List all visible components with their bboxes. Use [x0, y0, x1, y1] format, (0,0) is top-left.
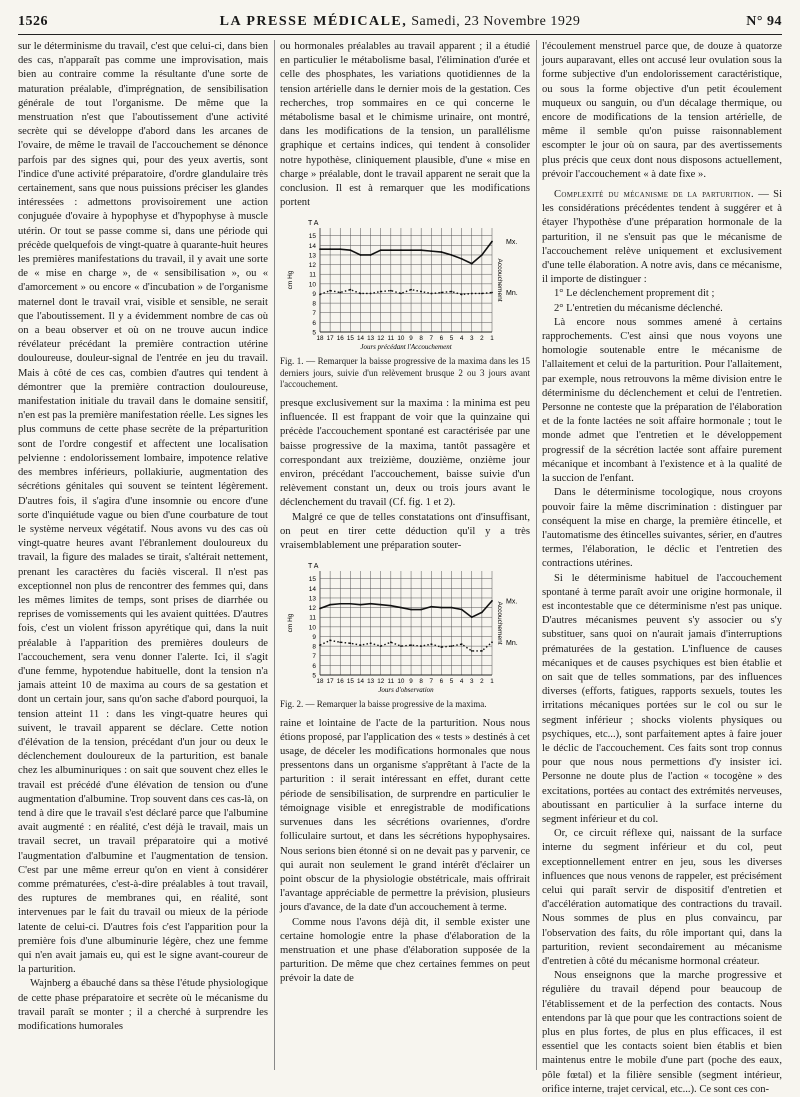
distinction-list: [542, 287, 782, 315]
fig1-point-maxima: [441, 252, 443, 254]
fig2-x-tick-label: 17: [326, 678, 334, 686]
fig1-point-maxima: [370, 255, 372, 257]
fig2-point-maxima: [339, 603, 341, 605]
fig2-point-minima: [329, 640, 331, 642]
paragraph: Wajnberg a ébauché dans sa thèse l'étude physiologique de cette phase préparatoire et secrète où le mécanisme du travail paraît se monter ; il a cherché à surprendre les modifications humorales: [18, 978, 268, 1033]
column-rule-2: [536, 40, 537, 1070]
fig2-y-tick-label: 13: [308, 595, 316, 603]
fig2-y-tick-label: 5: [312, 672, 316, 680]
paragraph: l'écoulement menstruel parce que, de douze à quatorze jours auparavant, elles ont accusé leur ovulation sous la forme subjective d'un endolorissement caractéristique, ou sous la forme objective d'un petit écoulement muqueux ou sanguin, ou d'un décalage thermique, ou encore de modifications de la tension artérielle, de même il semble qu'on puisse raisonnablement escompter le jour où on saura, par des avertissements plus précis que ceux dont nous disposons actuellement, prévoir l'accouchement « à date fixe ».: [542, 41, 782, 180]
fig1-point-maxima: [491, 241, 493, 243]
figure-1-caption: Fig. 1. — Remarquer la baisse progressive de la maxima dans les 15 derniers jours, suivie d'un relèvement brusque 2 ou 3 jours avant l'accouchement.: [280, 356, 530, 390]
fig2-point-maxima: [491, 600, 493, 602]
fig2-point-minima: [420, 645, 422, 647]
fig1-point-minima: [390, 290, 392, 292]
fig2-x-axis-label: Jours d'observation: [378, 686, 434, 695]
fig2-point-minima: [380, 645, 382, 647]
fig2-x-tick-label: 8: [419, 678, 423, 686]
fig1-point-maxima: [451, 255, 453, 257]
paragraph: Nous enseignons que la marche progressive et régulière du travail dépend pour beaucoup de l'établissement et de la perfection des contacts. Nous entendons par là que pour que les contractions soient de plus en plus fortes, de plus en plus efficaces, il est essentiel que les contacts soient bien établis et bien maintenus entre le mobile d'une part (poche des eaux, pôle fœtal) et la filière sensible (segment intérieur, orifice interne, trajet cervical, etc...). Ce sont ces con-: [542, 970, 782, 1095]
fig2-point-minima: [451, 645, 453, 647]
fig2-y-tick-label: 11: [309, 614, 316, 622]
fig1-x-tick-label: 8: [419, 335, 423, 343]
paragraph: ou hormonales préalables au travail apparent ; il a étudié en particulier le métabolisme basal, l'élimination d'urée et celle des phosphates, les variations quotidiennes de la tension artérielle dans le dernier mois de la gestation. Ces recherches, trop sommaires en ce qui concerne le métabolisme basal et le chimisme urinaire, ont montré, dans les modifications de la tension, un parallélisme graphique et certains indices, qui tendent à consolider notre hypothèse, cliniquement plausible, d'une « mise en charge » préalable, dont le travail apparent ne serait que la conclusion. Il est à remarquer que les modifications portent: [280, 41, 530, 209]
fig2-x-tick-label: 15: [346, 678, 354, 686]
fig2-x-tick-label: 9: [409, 678, 413, 686]
fig2-point-maxima: [461, 609, 463, 611]
fig1-y-top-label: T A: [308, 220, 319, 228]
fig1-point-maxima: [461, 258, 463, 260]
fig2-y-tick-label: 7: [312, 653, 316, 661]
fig2-point-minima: [430, 643, 432, 645]
fig2-point-maxima: [410, 609, 412, 611]
fig1-y-tick-label: 9: [312, 291, 316, 299]
fig2-point-maxima: [441, 607, 443, 609]
fig1-point-maxima: [349, 250, 351, 252]
figure-2-caption: Fig. 2. — Remarquer la baisse progressive de la maxima.: [280, 699, 487, 710]
fig2-point-minima: [441, 646, 443, 648]
fig1-point-minima: [329, 290, 331, 292]
issue-date: Samedi, 23 Novembre 1929: [411, 14, 581, 29]
section-block: [542, 188, 782, 287]
fig2-series-maxima-line: [320, 601, 492, 617]
fig2-y-tick-label: 14: [308, 586, 316, 594]
fig2-point-minima: [491, 642, 493, 644]
fig1-x-tick-label: 13: [367, 335, 375, 343]
paragraph: Si le déterminisme habituel de l'accouchement spontané à terme paraît avoir une origine hormonale, il est incontestable que ce déterminisme n'est pas unique. D'autres mécanismes peuvent s'y associer ou s'y substituer, sans quoi on n'aurait jamais d'interruptions prématurées de la gestation. L'influence de causes mécaniques et de causes psychiques est bien établie et on sait que de telles sommations, par des influences diverses (efforts, fatigues, rapports sexuels, toutes les irritations mécaniques portées sur le col ou sur le segment inférieur ; shocks violents physiques ou psychiques, etc...), sont parfaitement aptes à faire jouer le déclic de l'accouchement. Ces faits sont trop connus pour que nous nous permettions d'y insister ici. Personne ne doute plus de l'action « tocogène » des excitations, portées au contact des extrémités nerveuses, aboutissant en particulier à la surface interne du segment inférieur et du col.: [542, 572, 782, 825]
fig1-point-minima: [360, 293, 362, 295]
fig2-point-minima: [471, 650, 473, 652]
fig1-point-minima: [339, 292, 341, 294]
fig1-point-minima: [349, 289, 351, 291]
fig1-x-tick-label: 4: [459, 335, 464, 343]
fig1-y-tick-label: 14: [308, 243, 316, 251]
fig2-y-tick-label: 15: [308, 576, 316, 584]
figure-1-chart: [280, 214, 530, 354]
fig1-point-maxima: [360, 255, 362, 257]
fig2-point-maxima: [451, 607, 453, 609]
fig2-x-tick-label: 10: [397, 678, 405, 686]
fig2-point-maxima: [380, 604, 382, 606]
fig1-series-maxima-line: [320, 242, 492, 264]
fig2-y-tick-label: 9: [312, 634, 316, 642]
fig1-y-tick-label: 13: [308, 252, 316, 260]
column-left: [18, 40, 268, 1076]
list-item: 2° L'entretien du mécanisme déclenché.: [554, 302, 723, 314]
paragraph: Là encore nous sommes amené à certains rapprochements. C'est ainsi que nous voyons une homologie soutenable entre le mécanisme de l'allaitement et celui de la parturition. Pour l'allaitement, par exemple, nous retrouvons la même division entre le déterminisme du déclenchement et celui de l'entretien. Personne ne conteste que la préparation de l'élaboration et de la fonte lactées ne soit affaire hormonale ; tout le monde admet que l'entretien et le développement progressif de la sécrétion lactée sont affaire purement mécanique et incombant à l'existence et à la qualité de la succion de l'enfant.: [542, 316, 782, 485]
fig2-point-minima: [370, 642, 372, 644]
fig1-point-maxima: [390, 250, 392, 252]
fig1-x-tick-label: 15: [346, 335, 354, 343]
fig2-x-tick-label: 11: [387, 678, 395, 686]
fig2-point-maxima: [481, 612, 483, 614]
fig1-point-minima: [400, 293, 402, 295]
fig1-legend-mx: Mx.: [506, 239, 518, 247]
journal-name: LA PRESSE MÉDICALE,: [219, 14, 408, 29]
fig1-point-minima: [491, 292, 493, 294]
fig2-point-minima: [339, 642, 341, 644]
fig2-point-minima: [360, 644, 362, 646]
fig1-x-tick-label: 2: [480, 335, 484, 343]
fig2-point-maxima: [319, 608, 321, 610]
fig1-point-maxima: [481, 255, 483, 257]
fig1-y-axis-label: cm Hg: [287, 271, 294, 290]
column-rule-1: [274, 40, 275, 1070]
fig1-x-tick-label: 6: [439, 335, 444, 343]
fig2-point-minima: [400, 645, 402, 647]
fig2-legend-mx: Mx.: [506, 598, 518, 606]
fig1-x-tick-label: 7: [429, 335, 434, 343]
fig1-point-minima: [461, 294, 463, 296]
fig2-y-axis-label: cm Hg: [287, 613, 294, 633]
fig1-x-tick-label: 12: [377, 335, 385, 343]
fig2-point-maxima: [360, 604, 362, 606]
fig2-point-maxima: [400, 607, 402, 609]
fig1-point-minima: [420, 291, 422, 293]
fig2-x-tick-label: 3: [470, 678, 474, 686]
fig2-point-maxima: [430, 606, 432, 608]
fig1-point-minima: [410, 289, 412, 291]
fig2-point-maxima: [349, 603, 351, 605]
fig2-y-top-label: T A: [308, 563, 319, 571]
running-header: [18, 14, 782, 35]
figure-1: [280, 214, 530, 391]
paragraph: Malgré ce que de telles constatations ont d'insuffisant, on peut en tirer cette déduction qu'il y a très vraisemblablement une préparation souter-: [280, 511, 530, 551]
fig2-point-minima: [319, 644, 321, 646]
column-middle: [280, 40, 530, 1076]
fig2-x-tick-label: 12: [377, 678, 385, 686]
fig1-point-minima: [471, 293, 473, 295]
fig1-point-maxima: [380, 250, 382, 252]
fig1-x-axis-label: Jours précédant l'Accouchement: [360, 343, 452, 352]
fig2-point-maxima: [471, 616, 473, 618]
fig1-x-tick-label: 11: [387, 335, 395, 343]
fig1-x-tick-label: 18: [316, 335, 324, 343]
fig2-x-tick-label: 18: [316, 678, 324, 686]
fig1-x-tick-label: 3: [470, 335, 474, 343]
fig2-x-tick-label: 4: [459, 678, 464, 686]
section-text: — Si les considérations précédentes tendent à suggérer et à étayer l'hypothèse d'une préparation hormonale de la parturition, il ne s'ensuit pas que le mécanisme de l'accouchement relève uniquement et exclusivement d'une telle élaboration. A notre avis, dans ce mécanisme, il importe de distinguer :: [542, 189, 783, 286]
fig1-y-tick-label: 11: [309, 272, 316, 280]
fig2-x-tick-label: 5: [449, 678, 454, 686]
fig1-point-maxima: [400, 250, 402, 252]
fig1-point-minima: [380, 291, 382, 293]
fig2-point-minima: [390, 642, 392, 644]
fig2-point-maxima: [329, 604, 331, 606]
fig2-y-tick-label: 12: [308, 605, 316, 613]
paragraph: sur le déterminisme du travail, c'est que celui-ci, dans bien des cas, n'apparaît pas comme une improvisation, mais bien au contraire comme la résultante d'une sorte de maturation préalable, d'imprégnation, de sensibilisation générale de tout l'organisme. De même que la menstruation n'est que l'aboutissement d'une activité secrète qui se développe d'abord dans les arcanes de l'ovaire, de même le travail de l'accouchement se dénonce parfois par des signes qui, pour des yeux avertis, sont l'indice d'une activité préparatoire, d'ordre glandulaire très certainement, sans que nous puissions préciser les glandes intéressées : admettons provisoirement une action conjuguée d'ovaire à hypophyse et d'hypophyse à muscle utérin. Or tout se passe comme si, dans une période qui précède quelquefois de vingt-quatre à quarante-huit heures les premières manifestations du travail, il y avait une sorte de « mise en charge », de « sensibilisation », ou « d'amorcement » ou encore « d'incubation » de l'organisme maternel dont le travail vrai, visible et sensible, ne serait que l'aboutissement. Il y a évidemment nombre de cas où on a beau observer et où on ne trouve aucun indice révélateur précédant la première contraction utérine douloureuse, douleur-signal de l'entrée en jeu du travail. Mais à côté de ces cas, combien d'autres qui tendent à démontrer que la première contraction douloureuse, manifestation initiale du travail dans le domaine sensitif, n'en est pas la première manifestation réelle. Les signes les plus communs de cette phase secrète de la préparturition sont de l'ordre congestif et affectent une localisation pelvienne : endolorissement lombaire, impotence relative des membres inférieurs, pollakiurie, augmentation des sécrétions génitales qui souvent se teintent légèrement. D'autres fois, il s'agira d'une insomnie ou encore d'une sorte d'inquiétude vague ou bien d'une courbature de tout le système nerveux végétatif. Nous avons vu des cas où vingt-quatre heures avant l'ébranlement douloureux du travail, la figure des malades se tirait, s'altérait nettement, prenant les caractères du faciès visceral. Il n'est pas exceptionnel non plus de rencontrer des femmes qui, dans les mêmes limites de temps, sont prises de diarrhée ou reprises de vomissements qui les avaient quittées. D'autres fois, c'est un violent frisson apyrétique qui, dans la nuit préalable à l'apparition des premières douleurs de l'accouchement, sera venu donner l'alerte. Ici, il s'agit d'une femme, hypotendue habituelle, dont la tension n'a jamais atteint 10 de maxima au cours de sa gestation et dont un certain jour, sans qu'on sache d'abord pourquoi, la tension atteint 11 : dans les vingt-quatre heures qui suivent, le travail apparent se déclare. Cette notion d'élévation de la tension, précédant d'un jour ou deux le déclenchement douloureux de la parturition, est banale chez les albuminuriques : on sait que souvent chez elles le travail est précédé d'une élévation de tension ou d'une augmentation d'albumine. Trop souvent dans ces cas-là, on tend à dire que le travail s'est déclaré parce que l'albumine avait augmenté : en réalité, c'est déjà le travail, mais un travail secret, un travail préparatoire qui a motivé l'augmentation d'albumine et l'augmentation de tension. C'est par une même erreur qu'on en vient à considérer comme prématurées, c'est-à-dire préalables à tout travail, des ruptures de membranes qui, en réalité, sont intervenues par le fait du travail ou mieux de la période latente de celui-ci. D'autres fois c'est l'apparition pour la première fois d'une albuminurie légère, chez une femme qui n'en avait jamais eu, qui est le signe avant-coureur de la parturition.: [18, 41, 268, 976]
journal-title-line: [78, 14, 722, 30]
fig1-y-tick-label: 15: [308, 233, 316, 241]
fig2-x-tick-label: 16: [336, 678, 344, 686]
section-heading: Complexité du mécanisme de la parturition.: [554, 189, 754, 201]
fig1-point-maxima: [339, 249, 341, 251]
fig1-point-minima: [370, 293, 372, 295]
fig1-point-maxima: [420, 250, 422, 252]
fig2-point-minima: [481, 650, 483, 652]
fig1-point-maxima: [410, 250, 412, 252]
fig2-x-tick-label: 2: [480, 678, 484, 686]
figure-2: [280, 557, 530, 711]
fig2-point-minima: [461, 643, 463, 645]
fig2-x-tick-label: 1: [490, 678, 494, 686]
column-right: [542, 40, 783, 1095]
fig1-point-minima: [430, 293, 432, 295]
fig1-point-maxima: [319, 249, 321, 251]
fig1-legend-mn: Mn.: [506, 290, 518, 298]
fig1-y-tick-label: 5: [312, 329, 316, 337]
paragraph: raine et lointaine de l'acte de la parturition. Nous nous étions proposé, par l'application des « tests » destinés à cet usage, de déceler les modifications hormonales que nous pressentons dans un organisme s'apprêtant à l'acte de la parturition : il serait intéressant en effet, durant cette période de sensibilisation, de surprendre en particulier le témoignage visible et enregistrable de modifications survenues dans les sécrétions ovariennes, d'ordre folliculaire surtout, et dans les sécrétions hypophysaires. Nous serions bien étonné si on ne devait pas y parvenir, ce qui aurait non seulement le grand intérêt d'éclairer un point obscur de la physiologie obstétricale, mais offrirait l'avantage appréciable de permettre la prévision, plusieurs jours d'avance, de la date d'un accouchement à terme.: [280, 717, 530, 914]
fig2-point-minima: [349, 642, 351, 644]
paragraph: Or, ce circuit réflexe qui, naissant de la surface interne du segment inférieur et du col, peut exceptionnellement entrer en jeu, sous les diverses influences que nous venons de rappeler, est précisément celui qui paraît servir de dispositif d'entretien et d'accélération automatique des contractions du travail. Nous sommes de plus en plus convaincu, par l'observation des faits, du rôle important qui, dans la parturition, revient secondairement au mécanisme d'entretien à côté du mécanisme hormonal créateur.: [542, 828, 782, 967]
paragraph: Dans le déterminisme tocologique, nous croyons pouvoir faire la même discrimination : distinguer par conséquent la mise en charge, la première étincelle, et l'automatisme des étincelles suivantes, sérier, en d'autres termes, l'élaboration, le déclic et l'entretien des contractions utérines.: [542, 487, 782, 570]
figure-2-chart: [280, 557, 530, 697]
fig1-x-tick-label: 5: [449, 335, 454, 343]
fig1-y-tick-label: 6: [312, 320, 316, 328]
paragraph: Comme nous l'avons déjà dit, il semble exister une certaine homologie entre la phase d'élaboration de la menstruation et une phase d'élaboration supposée de la parturition. De même que chez certaines femmes on peut prévoir la date de: [280, 916, 530, 985]
fig1-point-minima: [441, 292, 443, 294]
fig1-point-maxima: [471, 263, 473, 265]
issue-number: N° 94: [746, 14, 782, 29]
fig2-x-tick-label: 7: [429, 678, 434, 686]
fig2-x-tick-label: 14: [356, 678, 364, 686]
fig1-y-tick-label: 7: [312, 310, 316, 318]
fig2-point-minima: [410, 644, 412, 646]
fig1-point-minima: [481, 293, 483, 295]
fig2-accouchement-label: Accouchement: [496, 601, 503, 645]
fig1-point-maxima: [430, 251, 432, 253]
fig1-y-tick-label: 12: [308, 262, 316, 270]
fig2-x-tick-label: 13: [367, 678, 375, 686]
paragraph: presque exclusivement sur la maxima : la minima est peu influencée. Il est frappant de voir que la quinzaine qui précède l'accouchement spontané est caractérisée par une baisse progressive de la maxima, tantôt passagère et correspondant aux treizième, douzième, onzième jour environ, précédant l'accouchement, baisse suivie d'un relèvement constant un, deux ou trois jours avant le déclenchement du travail (Cf. fig. 1 et 2).: [280, 397, 530, 509]
fig1-accouchement-label: Accouchement: [496, 258, 503, 302]
fig1-point-maxima: [329, 249, 331, 251]
fig2-y-tick-label: 8: [312, 643, 316, 651]
fig2-point-maxima: [420, 609, 422, 611]
fig1-y-tick-label: 10: [308, 281, 316, 289]
fig1-x-tick-label: 17: [326, 335, 334, 343]
fig1-x-tick-label: 1: [490, 335, 494, 343]
fig1-y-tick-label: 8: [312, 301, 316, 309]
fig1-x-tick-label: 9: [409, 335, 413, 343]
fig2-y-tick-label: 6: [312, 663, 316, 671]
fig1-point-minima: [319, 294, 321, 296]
fig1-x-tick-label: 10: [397, 335, 405, 343]
fig2-series-minima-line: [320, 641, 492, 652]
fig2-point-maxima: [370, 603, 372, 605]
fig2-y-tick-label: 10: [308, 624, 316, 632]
page-number: 1526: [18, 14, 48, 29]
fig1-x-tick-label: 14: [356, 335, 364, 343]
fig1-x-tick-label: 16: [336, 335, 344, 343]
list-item: 1° Le déclenchement proprement dit ;: [554, 288, 715, 300]
fig2-point-maxima: [390, 605, 392, 607]
fig2-legend-mn: Mn.: [506, 639, 518, 647]
fig2-x-tick-label: 6: [439, 678, 444, 686]
fig1-point-minima: [451, 291, 453, 293]
